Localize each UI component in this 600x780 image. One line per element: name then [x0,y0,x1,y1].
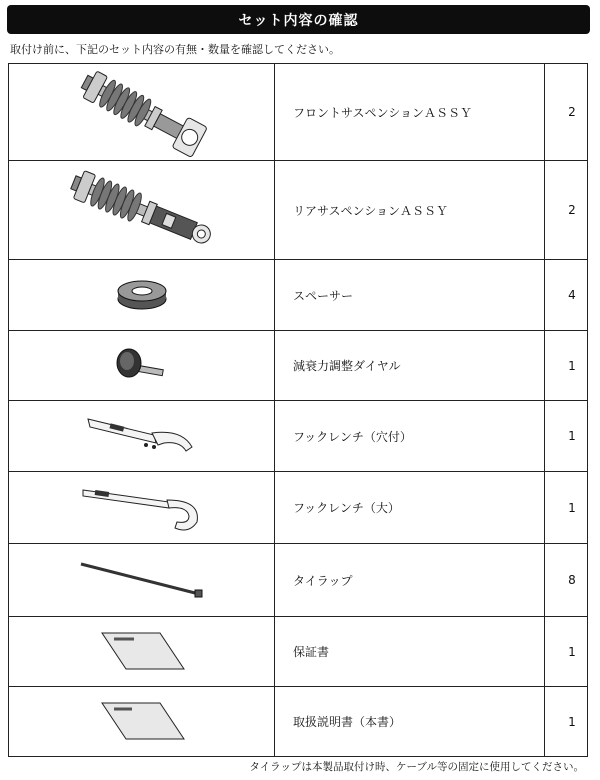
instruction-text: 取付け前に、下記のセット内容の有無・数量を確認してください。 [10,43,340,56]
item-image-cell [9,331,275,400]
item-quantity: 4 [568,288,576,302]
item-image-cell [9,472,275,543]
item-image-cell [9,64,275,160]
footnote-text: タイラップは本製品取付け時、ケーブル等の固定に使用してください。 [249,761,584,773]
damping-dial-icon [107,343,177,389]
table-row [9,687,587,756]
item-name: リアサスペンションＡＳＳＹ [275,161,545,259]
item-quantity: 1 [568,714,576,729]
table-row [9,617,587,687]
item-image-cell [9,544,275,616]
item-quantity: 1 [568,358,576,373]
item-quantity: 8 [568,573,576,587]
cable-tie-icon [77,558,207,602]
rear-suspension-icon [62,165,222,255]
item-image-cell [9,260,275,330]
item-quantity: 2 [568,105,576,119]
item-name: フックレンチ（大） [275,472,545,543]
item-quantity: 1 [568,500,576,515]
table-row [9,544,587,617]
table-row [9,401,587,472]
item-quantity: 1 [568,644,576,659]
page-header [7,5,590,34]
item-image-cell [9,617,275,686]
item-image-cell [9,161,275,259]
item-name: 取扱説明書（本書） [275,687,545,756]
table-row [9,472,587,544]
item-name: フロントサスペンションＡＳＳＹ [275,64,545,160]
item-name: フックレンチ（穴付） [275,401,545,471]
page-title: セット内容の確認 [238,12,359,29]
table-row [9,161,587,260]
table-row [9,331,587,401]
item-name: タイラップ [275,544,545,616]
item-image-cell [9,687,275,756]
table-row [9,64,587,161]
item-image-cell [9,401,275,471]
contents-table [8,63,588,757]
item-quantity: 1 [568,429,576,443]
front-suspension-icon [67,67,217,157]
item-quantity: 2 [568,203,576,217]
spacer-icon [112,275,172,315]
hook-wrench-large-icon [77,480,207,536]
item-name: スペーサー [275,260,545,330]
manual-icon [92,699,192,745]
warranty-card-icon [92,629,192,675]
table-row [9,260,587,331]
item-name: 減衰力調整ダイヤル [275,331,545,400]
hook-wrench-holed-icon [82,411,202,461]
item-name: 保証書 [275,617,545,686]
